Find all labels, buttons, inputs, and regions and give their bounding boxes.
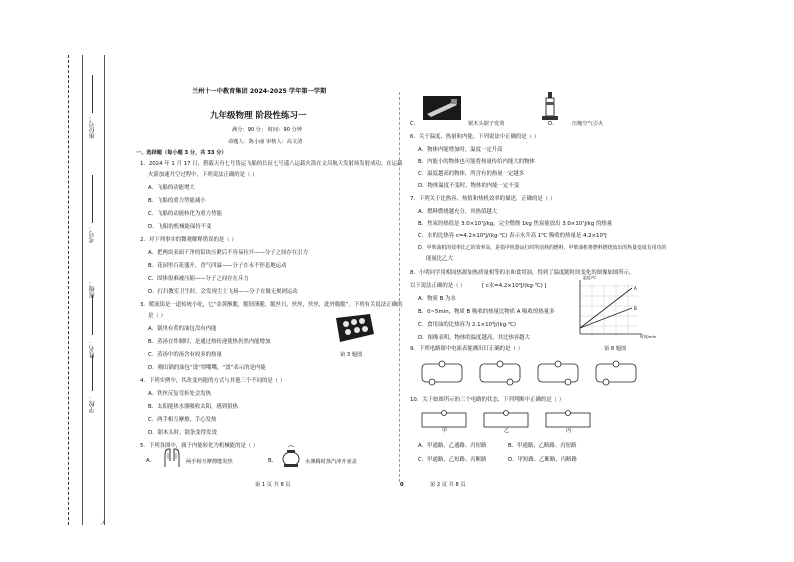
- q6-option-d[interactable]: D．物体温度不变时，物体的内能一定不变: [418, 183, 520, 189]
- q1-stem-2: 火箭加速升空过程中，下列说法正确的是（ ）: [148, 172, 258, 178]
- q4-option-a[interactable]: A．铁丝反复弯折处会发热: [148, 391, 211, 397]
- q1-stem-1: 1．2024 年 1 月 17 日，搭载天舟七号货运飞船的长征七号遥八运载火箭在文昌航天发射场发射成功。在运载: [140, 161, 403, 167]
- left-page-footer: 第 1 页 共 8 页: [255, 482, 291, 488]
- q4-option-c[interactable]: C．两手相互摩擦，手心发热: [148, 417, 217, 423]
- q10-stem: 10．关于如图所示的三个电路的状态，下列判断中正确的是（ ）: [410, 397, 565, 403]
- right-page-footer: 第 2 页 共 8 页: [430, 482, 466, 488]
- seat-underline[interactable]: [92, 75, 93, 113]
- q10-figure-label-3: 丙: [566, 428, 572, 434]
- q10-option-a[interactable]: A．甲通路、乙通路、丙短路: [418, 443, 487, 449]
- q3-option-c[interactable]: C．蒸汤中的汤含有较多的热量: [148, 352, 222, 358]
- binding-margin: [60, 55, 108, 525]
- q7-stem: 7．下列关于比热容、热值和热机效率的描述，正确的是（ ）: [410, 196, 556, 202]
- q7-option-c[interactable]: C．水的比热容 c=4.2×10³J/(kg·℃) 表示水升高 1℃ 吸收的热量是 4.2×10³J: [418, 233, 607, 239]
- q10-option-b[interactable]: B．甲通路、乙断路、丙短路: [508, 443, 577, 449]
- q4-option-b[interactable]: B．太阳能热水器吸收太阳，感到很热: [148, 404, 238, 410]
- q5-option-b-label[interactable]: B．: [268, 458, 278, 464]
- q8-hint: [ c水=4.2×10³J/(kg·℃) ]: [482, 283, 547, 289]
- q3-figure-caption: 第 3 题图: [340, 352, 363, 358]
- name-label: 姓名：: [89, 340, 96, 358]
- q8-option-d[interactable]: D．图像表明，物体的温度越高，其比热容越大: [418, 335, 530, 341]
- q2-option-d[interactable]: D．打扫教室卫生时，会发现尘土飞扬——分子在做无规则运动: [148, 289, 298, 295]
- q8-option-c[interactable]: C．食用油的比热容为 2.1×10³J/(kg·℃): [418, 322, 517, 328]
- q8-temperature-graph: [572, 276, 652, 340]
- q2-option-b[interactable]: B．花园里百花盛开，香气四溢——分子在永不停息地运动: [148, 263, 287, 269]
- binding-dashed-line: [68, 55, 69, 525]
- q7-option-a[interactable]: A．燃料燃烧越充分，其热值越大: [418, 209, 498, 215]
- q3-stem-2: 是（ ）: [148, 313, 166, 319]
- q8-stem-2: 以下说法正确的是（ ）: [410, 283, 466, 289]
- q5-figure-saw: [423, 96, 461, 120]
- q4-option-d[interactable]: D．锯木头时，锯条变得发烫: [148, 430, 217, 436]
- name-underline[interactable]: [92, 295, 93, 335]
- q3-option-d[interactable]: D．刚出锅的油包“烫”得嘴嘴，“烫”表示的是内能: [148, 365, 266, 371]
- q10-option-c[interactable]: C．甲通路、乙短路、丙断路: [418, 457, 487, 463]
- svg-text:A: A: [634, 286, 637, 291]
- q9-circuit-options: [418, 358, 648, 388]
- q3-option-b[interactable]: B．蒸汤在炸制时，是通过热传递使热仍然内能增加: [148, 339, 271, 345]
- q2-option-a[interactable]: A．把两块表面干净的铅块压紧后不容易拉开——分子之间存在引力: [148, 250, 309, 256]
- exam-title: 九年级物理 阶段性练习一: [210, 111, 307, 121]
- exam-no-label: 考号：: [89, 225, 96, 243]
- q1-option-c[interactable]: C．飞船的动能转化为重力势能: [148, 211, 222, 217]
- q8-graph-xlabel: 时间/min: [640, 334, 657, 339]
- q5-figure-kettle: [280, 444, 302, 468]
- q5-figure-hands-rubbing: [160, 445, 184, 469]
- binding-fold-line-left: [82, 55, 83, 525]
- q3-stem-1: 3．暖流街是一道传统小吃，它“金黄酥脆，脆韧薄脆，脆丝日，丝丝，丝丝，此外脆脆”。下列有关说法正确的: [140, 302, 403, 308]
- q5-stem: 5．下列各图中，属于内能转化为机械能的是（ ）: [140, 443, 259, 449]
- exam-org: 兰州十一中教育集团 2024-2025 学年第一学期: [192, 88, 327, 95]
- q5-option-b-caption: 水沸腾时蒸汽冲开壶盖: [305, 459, 357, 465]
- q5-option-c-caption: 锯木头锯子发烫: [468, 121, 505, 127]
- exam-authors: 命题人：陈小丽 审核人：高文清: [228, 139, 303, 145]
- q6-option-c[interactable]: C．温度越高的物体，所含有的热量一定越多: [418, 171, 525, 177]
- q3-figure-food-tray: [330, 310, 376, 346]
- q2-stem: 2．对下列事实的微观解释错误的是（ ）: [140, 237, 237, 243]
- q5-option-c-label[interactable]: C．: [410, 121, 420, 127]
- q7-option-b[interactable]: B．焦炭的热值是 3.0×10⁷J/kg，完全燃烧 1kg 焦炭能放出 3.0×10⁷J/kg 的热量: [418, 221, 613, 227]
- q8-line-a: [580, 288, 632, 328]
- q2-option-c[interactable]: C．固体很难被压缩——分子之间存在斥力: [148, 276, 249, 282]
- seat-label: 座位号：: [89, 115, 96, 139]
- q10-figure-label-2: 乙: [504, 428, 510, 434]
- class-label: 班级：: [89, 280, 96, 298]
- page-divider: [399, 92, 400, 482]
- q6-stem: 6．关于温度、热量和内能，下列说法中正确的是（ ）: [410, 134, 540, 140]
- q3-option-a[interactable]: A．锅里有煮的油包没有内能: [148, 326, 217, 332]
- q5-option-a-label[interactable]: A．: [146, 458, 156, 464]
- q4-stem: 4．下列实例中，其改变内能的方式与其他三个不同的是（ ）: [140, 378, 286, 384]
- q10-figure-label-1: 甲: [442, 428, 448, 434]
- q9-stem: 9．下列电路图中电流表能测出灯正确的是（ ）: [410, 346, 523, 352]
- q8-stem-1: 8．小明同学用相同热源加热质量相等的水和食用油，得到了温度随时间变化的图像如图所示，: [410, 270, 635, 276]
- q5-option-d-label[interactable]: D．: [548, 121, 558, 127]
- center-mark: 0: [400, 482, 404, 488]
- q8-line-b: [580, 308, 632, 328]
- q6-option-b[interactable]: B．内能小的物体也可能将热量传给内能大的物体: [418, 159, 535, 165]
- q1-option-d[interactable]: D．飞船的机械能保持不变: [148, 224, 212, 230]
- q8-figure-caption: 第 8 题图: [604, 346, 627, 352]
- q1-option-a[interactable]: A．飞船的动能增大: [148, 185, 195, 191]
- school-underline[interactable]: [92, 355, 93, 391]
- q8-option-a[interactable]: A．物质 B 为水: [418, 296, 456, 302]
- section-title: 一、选择题（每小题 3 分，共 33 分）: [136, 150, 227, 156]
- school-label: 学校：: [89, 395, 96, 413]
- exam-no-underline[interactable]: [92, 175, 93, 223]
- q8-option-b[interactable]: B．0~5min，物质 B 吸收的热量比物质 A 吸收的热量多: [418, 309, 555, 315]
- q5-option-d-caption: 压缩空气引火: [572, 121, 604, 127]
- q10-option-d[interactable]: D．甲短路、乙断路、丙断路: [508, 457, 577, 463]
- q7-option-d-1[interactable]: D．甲柴油机的效率比乙的效率高，是指甲机器运行时所消耗的燃料，甲柴油机将燃料燃烧放出的热量变成有用功的: [418, 245, 667, 251]
- q1-option-b[interactable]: B．飞船的重力势能减小: [148, 198, 206, 204]
- q5-option-a-caption: 两手相互摩擦能发热: [186, 459, 233, 465]
- svg-text:B: B: [634, 306, 637, 311]
- q8-graph-ylabel: 温度/℃: [583, 275, 597, 280]
- q7-option-d-2: 能量比乙大: [426, 256, 453, 262]
- q6-option-a[interactable]: A．物体内能增加时，温度一定升高: [418, 147, 503, 153]
- exam-meta: 满分：90 分； 时间：90 分钟: [232, 127, 303, 133]
- q5-figure-piston-cylinder: [540, 92, 560, 122]
